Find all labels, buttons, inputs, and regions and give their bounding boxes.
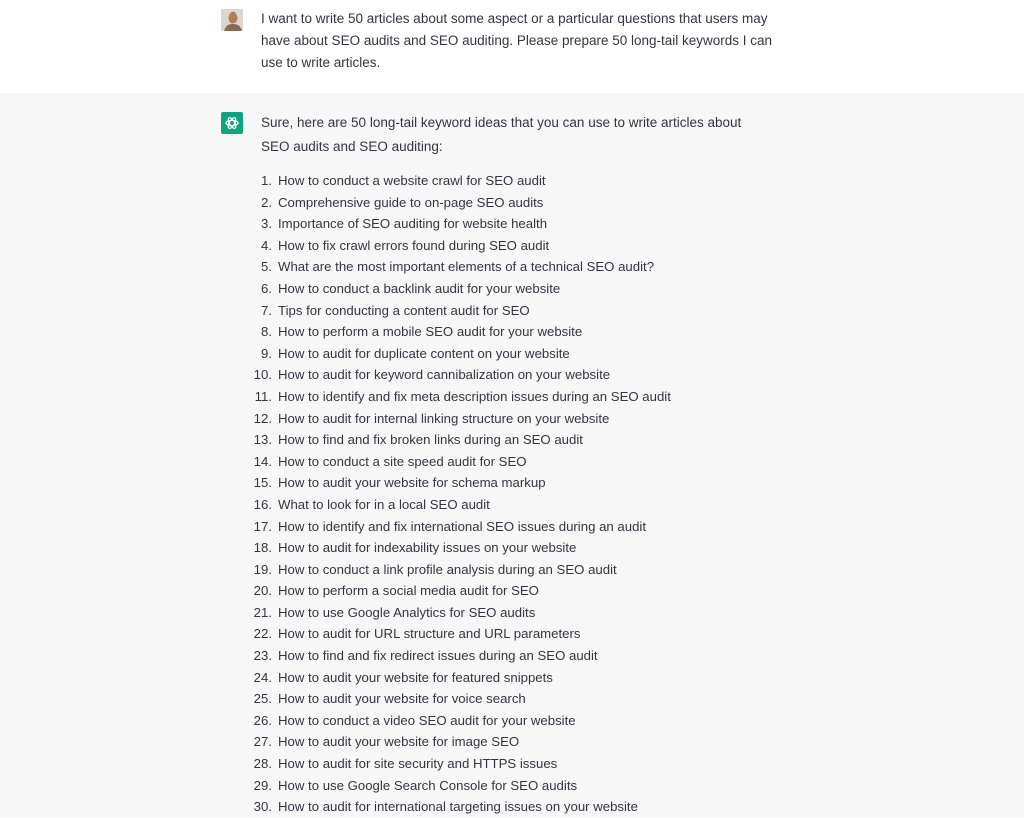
list-item-text: How to perform a social media audit for SEO — [278, 583, 539, 599]
list-item-text: How to conduct a backlink audit for your website — [278, 280, 561, 296]
list-item-text: How to audit your website for schema markup — [278, 475, 546, 491]
list-item-number: 12. — [253, 410, 272, 426]
list-item — [250, 472, 671, 494]
list-item — [250, 537, 671, 559]
list-item — [250, 429, 671, 451]
list-item-text: How to fix crawl errors found during SEO audit — [278, 237, 550, 253]
list-item — [250, 192, 671, 214]
list-item — [250, 300, 671, 322]
list-item — [250, 170, 671, 192]
list-item-text: How to audit for site security and HTTPS issues — [278, 756, 558, 772]
list-item-text: How to audit for duplicate content on your website — [278, 345, 570, 361]
list-item-number: 29. — [253, 777, 272, 793]
list-item-number: 3. — [261, 216, 272, 232]
list-item-text: How to use Google Analytics for SEO audits — [278, 604, 536, 620]
list-item — [250, 602, 671, 624]
list-item-text: What are the most important elements of a technical SEO audit? — [278, 259, 655, 275]
list-item — [250, 710, 671, 732]
list-item-number: 19. — [253, 561, 272, 577]
list-item-number: 26. — [253, 712, 272, 728]
list-item-number: 6. — [261, 280, 272, 296]
list-item-text: Importance of SEO auditing for website health — [278, 216, 548, 232]
list-item-number: 13. — [253, 432, 272, 448]
list-item-number: 23. — [253, 648, 272, 664]
list-item-number: 15. — [253, 475, 272, 491]
list-item — [250, 559, 671, 581]
list-item — [250, 364, 671, 386]
list-item-number: 25. — [253, 691, 272, 707]
list-item-text: How to identify and fix international SEO issues during an audit — [278, 518, 646, 534]
list-item — [250, 753, 671, 775]
list-item-number: 4. — [261, 237, 272, 253]
list-item-text: How to audit for keyword cannibalization on your website — [278, 367, 611, 383]
keyword-list — [250, 170, 671, 818]
list-item — [250, 645, 671, 667]
list-item-number: 11. — [254, 388, 272, 404]
list-item-text: How to audit for internal linking structure on your website — [278, 410, 610, 426]
list-item-text: How to audit your website for image SEO — [278, 734, 520, 750]
openai-logo-icon — [221, 112, 243, 134]
list-item-text: What to look for in a local SEO audit — [278, 496, 490, 512]
list-item-text: Tips for conducting a content audit for SEO — [278, 302, 530, 318]
list-item-number: 2. — [261, 194, 272, 210]
list-item-number: 14. — [253, 453, 272, 469]
list-item-text: How to find and fix broken links during an SEO audit — [278, 432, 583, 448]
list-item-text: Comprehensive guide to on-page SEO audits — [278, 194, 544, 210]
list-item-number: 28. — [253, 756, 272, 772]
list-item-number: 21. — [253, 604, 272, 620]
user-avatar-icon — [221, 9, 243, 31]
list-item-number: 17. — [253, 518, 272, 534]
list-item-number: 10. — [253, 367, 272, 383]
user-message-text: I want to write 50 articles about some aspect or a particular questions that users may have about SEO audits and SEO auditing. Please prepare 50 long-tail keywords I can use to write articles. — [261, 11, 773, 70]
assistant-message — [0, 93, 1024, 817]
list-item — [250, 623, 671, 645]
list-item-text: How to use Google Search Console for SEO audits — [278, 777, 578, 793]
list-item-number: 16. — [253, 496, 272, 512]
list-item-text: How to audit for international targeting issues on your website — [278, 799, 638, 815]
list-item — [250, 796, 671, 818]
user-message — [0, 0, 1024, 94]
list-item — [250, 688, 671, 710]
list-item-text: How to audit for indexability issues on your website — [278, 540, 577, 556]
list-item-number: 18. — [253, 540, 272, 556]
list-item-text: How to audit your website for voice search — [278, 691, 526, 707]
list-item — [250, 775, 671, 797]
list-item — [250, 516, 671, 538]
list-item-text: How to conduct a site speed audit for SEO — [278, 453, 527, 469]
list-item-text: How to conduct a website crawl for SEO audit — [278, 173, 546, 188]
list-item-text: How to perform a mobile SEO audit for your website — [278, 324, 583, 340]
list-item-number: 20. — [253, 583, 272, 599]
list-item-number: 8. — [261, 324, 272, 340]
list-item — [250, 451, 671, 473]
list-item — [250, 408, 671, 430]
list-item — [250, 256, 671, 278]
list-item-number: 9. — [261, 345, 272, 361]
list-item-number: 27. — [253, 734, 272, 750]
list-item — [250, 731, 671, 753]
list-item-number: 7. — [261, 302, 272, 318]
list-item-number: 5. — [261, 259, 272, 275]
list-item — [250, 494, 671, 516]
list-item-text: How to identify and fix meta description issues during an SEO audit — [278, 388, 671, 404]
list-item — [250, 278, 671, 300]
list-item-number: 22. — [253, 626, 272, 642]
list-item-text: How to find and fix redirect issues during an SEO audit — [278, 648, 598, 664]
assistant-intro-text: Sure, here are 50 long-tail keyword ideas that you can use to write articles about SEO audits and SEO auditing: — [261, 115, 742, 154]
list-item — [250, 321, 671, 343]
list-item-number: 1. — [261, 173, 272, 188]
list-item-text: How to audit for URL structure and URL parameters — [278, 626, 581, 642]
list-item — [250, 580, 671, 602]
list-item — [250, 667, 671, 689]
list-item-text: How to conduct a link profile analysis during an SEO audit — [278, 561, 617, 577]
list-item — [250, 386, 671, 408]
list-item — [250, 213, 671, 235]
list-item — [250, 343, 671, 365]
list-item-text: How to conduct a video SEO audit for your website — [278, 712, 576, 728]
list-item-text: How to audit your website for featured snippets — [278, 669, 553, 685]
list-item — [250, 235, 671, 257]
list-item-number: 30. — [253, 799, 272, 815]
list-item-number: 24. — [253, 669, 272, 685]
